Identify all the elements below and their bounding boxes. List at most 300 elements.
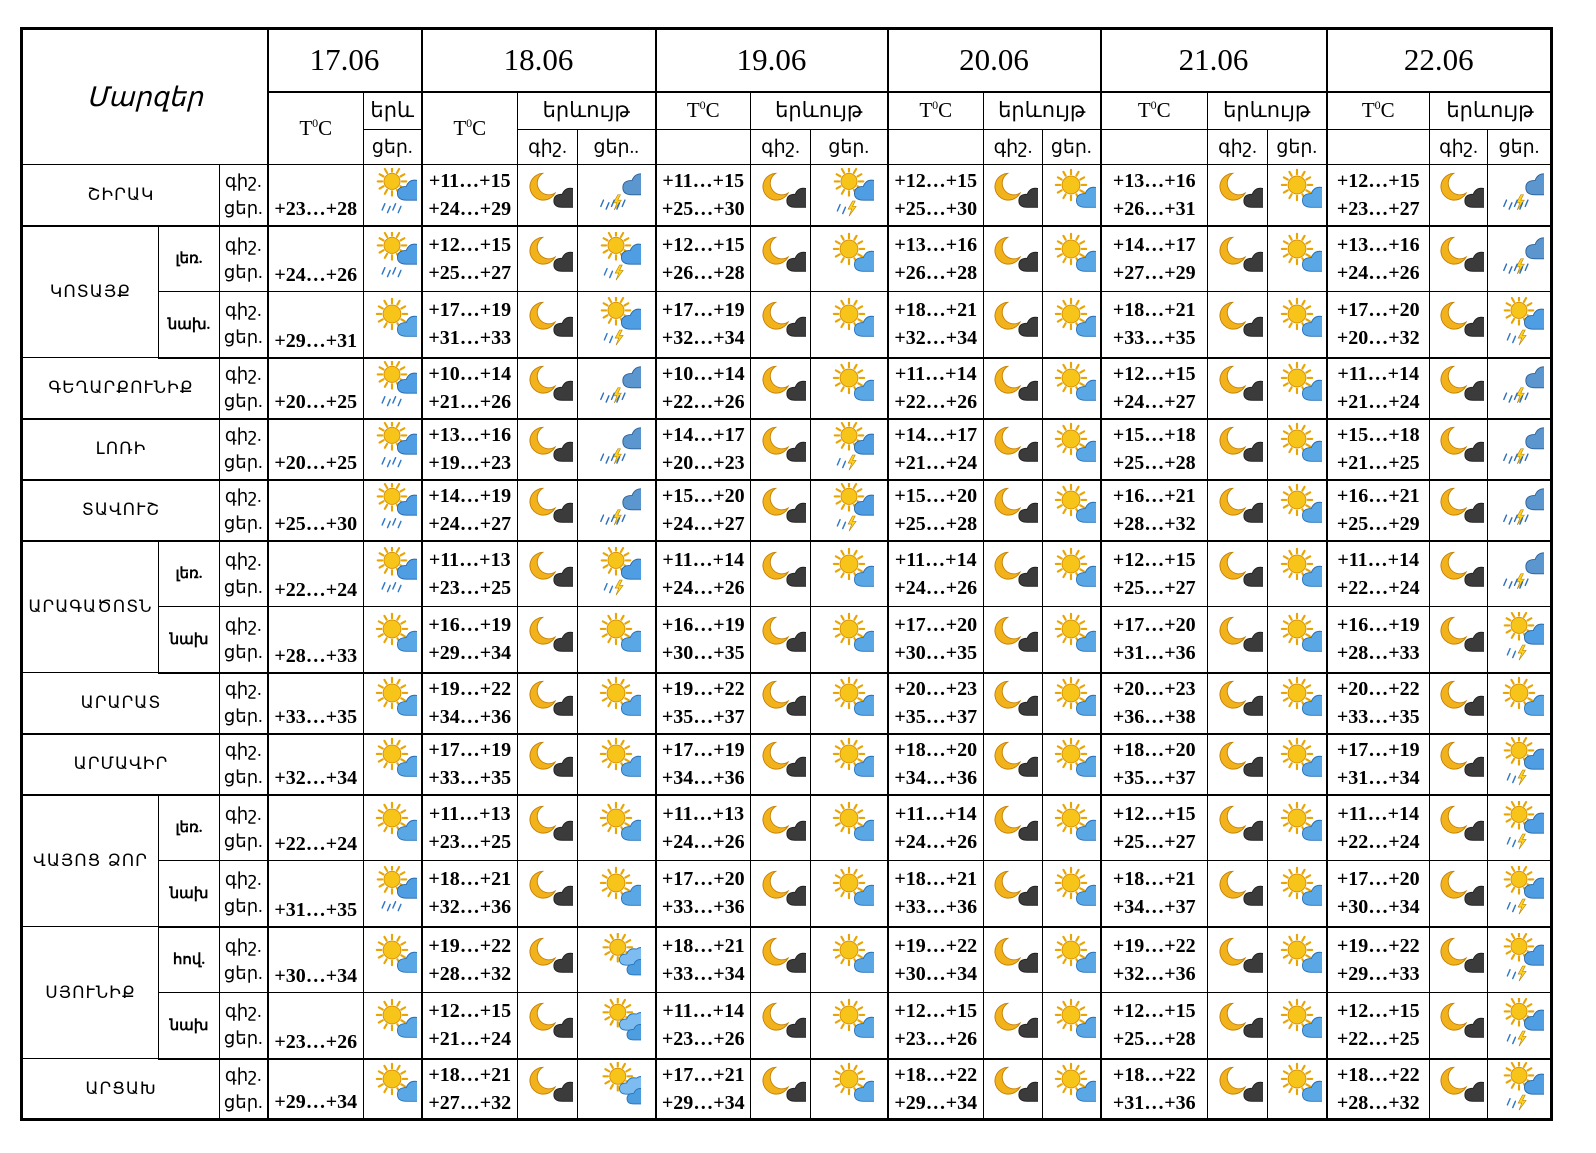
sun-cloud-icon — [1494, 676, 1544, 726]
icon-cell — [1488, 993, 1552, 1059]
day-temp: +27…+29 — [1112, 261, 1196, 284]
icon-cell — [1208, 861, 1268, 927]
icon-cell — [364, 541, 422, 607]
temp-cell — [422, 358, 518, 419]
sun-cloud-icon — [1046, 547, 1096, 597]
sun-cloud-icon — [824, 612, 874, 662]
moon-cloud-icon — [756, 483, 806, 533]
day-header: ցեր. — [1268, 130, 1327, 165]
time-of-day-cell — [220, 358, 268, 419]
icon-cell — [1043, 541, 1101, 607]
thunderstorm-rain-icon — [591, 422, 641, 472]
sun-cloud-icon — [1046, 422, 1096, 472]
day-label: ցեր. — [223, 962, 263, 983]
regions-header: Մարզեր — [22, 29, 268, 165]
night-label: գիշ. — [224, 679, 262, 699]
day-label: ցեր. — [223, 261, 263, 282]
day-label: ցեր. — [223, 327, 263, 348]
temp-cell — [1327, 419, 1430, 480]
sun-cloud-icon — [591, 866, 641, 916]
empty-header-cell — [888, 130, 984, 165]
sun-cloud-thunder-icon — [824, 483, 874, 533]
day-label: ցեր. — [223, 706, 263, 726]
region-name: ԱՐՑԱԽ — [22, 1059, 220, 1120]
table-row — [22, 927, 1552, 993]
day-temp: +34…+36 — [661, 767, 745, 789]
temp-cell: +28…+33 — [268, 607, 364, 673]
region-name: ՍՅՈՒՆԻՔ — [22, 927, 159, 1059]
icon-cell — [1043, 993, 1101, 1059]
night-temp: +17…+20 — [1112, 614, 1196, 637]
sun-cloud-icon — [591, 801, 641, 851]
temp-cell — [1101, 927, 1208, 993]
sun-cloud-thunder-icon — [591, 547, 641, 597]
sun-cloud-icon — [1046, 933, 1096, 983]
temp-cell — [1327, 607, 1430, 673]
icon-cell — [364, 607, 422, 673]
sun-cloud-rain-icon — [367, 168, 417, 218]
phenomenon-header: երևույթ — [1208, 92, 1327, 130]
moon-cloud-icon — [988, 998, 1038, 1048]
icon-cell — [984, 419, 1043, 480]
temp-cell — [888, 607, 984, 673]
icon-cell — [1488, 1059, 1552, 1120]
icon-cell — [1208, 419, 1268, 480]
moon-cloud-icon — [523, 361, 573, 411]
moon-cloud-icon — [523, 483, 573, 533]
sun-cloud-icon — [824, 801, 874, 851]
sun-cloud-icon — [1272, 297, 1322, 347]
icon-cell — [984, 673, 1043, 734]
sun-cloud-thunder-icon — [591, 232, 641, 282]
moon-cloud-icon — [1434, 801, 1484, 851]
temp-cell — [1101, 358, 1208, 419]
phenomenon-header: երևույթ — [518, 92, 656, 130]
icon-cell — [984, 292, 1043, 358]
night-temp: +12…+15 — [1336, 1000, 1420, 1023]
sun-cloud-icon — [367, 933, 417, 983]
night-temp: +16…+21 — [1336, 485, 1420, 507]
moon-cloud-icon — [523, 998, 573, 1048]
night-temp: +17…+19 — [1336, 739, 1420, 761]
temp-cell — [1327, 480, 1430, 541]
moon-cloud-icon — [988, 933, 1038, 983]
icon-cell — [1208, 1059, 1268, 1120]
time-of-day-cell — [220, 607, 268, 673]
moon-cloud-icon — [1434, 866, 1484, 916]
icon-cell — [1043, 734, 1101, 795]
night-temp: +20…+22 — [1336, 678, 1420, 700]
night-temp: +12…+15 — [1112, 1000, 1196, 1023]
sun-cloud-icon — [824, 998, 874, 1048]
icon-cell — [1043, 165, 1101, 226]
night-temp: +15…+20 — [894, 485, 978, 507]
temp-cell: +30…+34 — [268, 927, 364, 993]
empty-header-cell — [1327, 130, 1430, 165]
temp-cell: +32…+34 — [268, 734, 364, 795]
icon-cell — [751, 795, 811, 861]
icon-cell — [751, 292, 811, 358]
sun-cloud-icon — [1272, 866, 1322, 916]
time-of-day-cell — [220, 861, 268, 927]
icon-cell — [1043, 795, 1101, 861]
day-temp: +25…+30 — [894, 197, 978, 220]
icon-cell — [518, 358, 578, 419]
temp-column-header: $T^0C$ — [1101, 92, 1208, 130]
day-temp: +25…+27 — [1112, 576, 1196, 599]
temp-column-header: $T^0C$ — [1327, 92, 1430, 130]
night-header: գիշ. — [751, 130, 811, 165]
phenomenon-header: երևույթ — [984, 92, 1101, 130]
icon-cell — [578, 165, 656, 226]
icon-cell — [518, 1059, 578, 1120]
icon-cell — [811, 419, 888, 480]
day-label: ցեր. — [223, 1091, 263, 1112]
temp-column-header: $T^0C$ — [422, 92, 518, 165]
day-temp: +35…+37 — [661, 706, 745, 728]
night-temp: +11…+14 — [1337, 548, 1420, 571]
temp-cell — [422, 993, 518, 1059]
icon-cell — [578, 673, 656, 734]
night-temp: +11…+14 — [894, 802, 977, 825]
sun-cloud-icon — [1272, 612, 1322, 662]
date-header: 20.06 — [888, 29, 1101, 92]
day-label: ցեր. — [223, 513, 263, 533]
temp-cell — [422, 165, 518, 226]
icon-cell — [1430, 358, 1488, 419]
day-temp: +24…+29 — [428, 197, 512, 220]
night-label: գիշ. — [224, 364, 262, 384]
day-label: ցեր. — [223, 830, 263, 851]
day-temp: +21…+25 — [1336, 452, 1420, 474]
icon-cell — [1043, 226, 1101, 292]
sun-cloud-icon — [1046, 1062, 1096, 1112]
temp-cell — [422, 419, 518, 480]
temp-cell: +23…+28 — [268, 165, 364, 226]
icon-cell — [1430, 927, 1488, 993]
night-temp: +14…+17 — [894, 424, 978, 446]
sun-cloud-rain-icon — [367, 232, 417, 282]
region-name: ԼՈՌԻ — [22, 419, 220, 480]
forecast-table — [20, 27, 1553, 1121]
icon-cell — [578, 292, 656, 358]
temp-cell — [422, 927, 518, 993]
night-label: գիշ. — [224, 234, 262, 255]
moon-cloud-icon — [1213, 547, 1263, 597]
moon-cloud-icon — [756, 1062, 806, 1112]
time-of-day-cell — [220, 1059, 268, 1120]
icon-cell — [1488, 607, 1552, 673]
moon-cloud-icon — [1434, 612, 1484, 662]
icon-cell — [1208, 541, 1268, 607]
moon-cloud-icon — [1213, 232, 1263, 282]
icon-cell — [578, 927, 656, 993]
sun-cloud-icon — [824, 866, 874, 916]
icon-cell — [1488, 673, 1552, 734]
moon-cloud-icon — [523, 1062, 573, 1112]
icon-cell — [811, 673, 888, 734]
temp-cell: +24…+26 — [268, 226, 364, 292]
icon-cell — [984, 927, 1043, 993]
night-temp: +12…+15 — [1112, 363, 1196, 385]
sun-cloud-thunder-icon — [1494, 737, 1544, 787]
icon-cell — [518, 795, 578, 861]
sun-cloud-icon — [1046, 483, 1096, 533]
night-temp: +20…+23 — [1112, 678, 1196, 700]
sun-cloud-icon — [1046, 801, 1096, 851]
icon-cell — [1488, 419, 1552, 480]
icon-cell — [1268, 541, 1327, 607]
night-temp: +17…+20 — [1336, 868, 1420, 891]
icon-cell — [518, 226, 578, 292]
temp-cell — [656, 419, 751, 480]
icon-cell — [984, 226, 1043, 292]
moon-cloud-icon — [523, 933, 573, 983]
day-label: ցեր. — [223, 896, 263, 917]
subregion-label: լեռ. — [159, 226, 220, 292]
sun-cloud-rain-icon — [367, 547, 417, 597]
time-of-day-cell — [220, 165, 268, 226]
icon-cell — [1430, 541, 1488, 607]
day-temp: +33…+35 — [428, 767, 512, 789]
moon-cloud-icon — [1213, 676, 1263, 726]
sun-cloud-icon — [367, 801, 417, 851]
night-temp: +12…+15 — [1336, 169, 1420, 192]
day-temp: +30…+34 — [894, 962, 978, 985]
table-row — [22, 993, 1552, 1059]
day-temp: +31…+33 — [428, 327, 512, 350]
night-label: գիշ. — [224, 486, 262, 506]
night-temp: +11…+14 — [662, 1000, 745, 1023]
temp-cell — [888, 1059, 984, 1120]
icon-cell — [984, 861, 1043, 927]
temp-cell: +29…+34 — [268, 1059, 364, 1120]
icon-cell — [1208, 795, 1268, 861]
icon-cell — [811, 358, 888, 419]
temp-cell — [1327, 795, 1430, 861]
moon-cloud-icon — [988, 676, 1038, 726]
temp-cell — [1327, 358, 1430, 419]
temp-cell — [422, 226, 518, 292]
thunderstorm-rain-icon — [1494, 483, 1544, 533]
icon-cell — [1268, 673, 1327, 734]
day-temp: +21…+26 — [428, 391, 512, 413]
night-temp: +17…+20 — [894, 614, 978, 637]
icon-cell — [1488, 861, 1552, 927]
region-name: ՇԻՐԱԿ — [22, 165, 220, 226]
day-temp: +30…+35 — [661, 642, 745, 665]
sun-clouds-icon — [591, 933, 641, 983]
temp-cell — [1101, 541, 1208, 607]
table-row — [22, 1059, 1552, 1120]
night-temp: +18…+22 — [1336, 1063, 1420, 1086]
moon-cloud-icon — [523, 801, 573, 851]
night-temp: +10…+14 — [661, 363, 745, 385]
sun-cloud-icon — [1046, 361, 1096, 411]
sun-cloud-icon — [1272, 933, 1322, 983]
night-temp: +11…+14 — [894, 548, 977, 571]
icon-cell — [984, 480, 1043, 541]
moon-cloud-icon — [1434, 1062, 1484, 1112]
icon-cell — [578, 734, 656, 795]
moon-cloud-icon — [756, 547, 806, 597]
table-row — [22, 358, 1552, 419]
icon-cell — [751, 541, 811, 607]
sun-cloud-icon — [1046, 612, 1096, 662]
day-header: ցեր. — [1488, 130, 1552, 165]
icon-cell — [984, 607, 1043, 673]
day-temp: +26…+31 — [1112, 197, 1196, 220]
moon-cloud-icon — [1434, 676, 1484, 726]
icon-cell — [1488, 165, 1552, 226]
icon-cell — [578, 226, 656, 292]
temp-cell — [422, 292, 518, 358]
temp-cell: +22…+24 — [268, 795, 364, 861]
date-header: 18.06 — [422, 29, 656, 92]
day-temp: +21…+24 — [1336, 391, 1420, 413]
day-header: ցեր. — [1043, 130, 1101, 165]
temp-cell — [1327, 993, 1430, 1059]
temp-cell — [422, 541, 518, 607]
night-temp: +12…+15 — [1112, 802, 1196, 825]
icon-cell — [811, 541, 888, 607]
sun-cloud-icon — [1046, 737, 1096, 787]
moon-cloud-icon — [988, 547, 1038, 597]
night-temp: +19…+22 — [894, 934, 978, 957]
table-row — [22, 226, 1552, 292]
time-of-day-cell — [220, 226, 268, 292]
temp-cell — [1327, 226, 1430, 292]
icon-cell — [1043, 1059, 1101, 1120]
temp-cell — [888, 927, 984, 993]
icon-cell — [1430, 673, 1488, 734]
day-temp: +25…+28 — [1112, 452, 1196, 474]
temp-cell: +23…+26 — [268, 993, 364, 1059]
icon-cell — [811, 1059, 888, 1120]
date-header: 17.06 — [268, 29, 422, 92]
icon-cell — [751, 165, 811, 226]
day-temp: +22…+26 — [661, 391, 745, 413]
phenomenon-header: երև — [364, 92, 422, 130]
day-temp: +32…+34 — [661, 327, 745, 350]
night-temp: +11…+14 — [1337, 363, 1420, 385]
time-of-day-cell — [220, 673, 268, 734]
day-temp: +20…+23 — [661, 452, 745, 474]
moon-cloud-icon — [1213, 737, 1263, 787]
subregion-label: նախ — [159, 861, 220, 927]
night-temp: +18…+21 — [894, 299, 978, 322]
icon-cell — [984, 358, 1043, 419]
icon-cell — [518, 541, 578, 607]
sun-clouds-icon — [591, 998, 641, 1048]
table-row — [22, 734, 1552, 795]
day-temp: +34…+37 — [1112, 896, 1196, 919]
icon-cell — [1043, 861, 1101, 927]
night-temp: +18…+20 — [894, 739, 978, 761]
subregion-label: նախ. — [159, 292, 220, 358]
icon-cell — [1208, 734, 1268, 795]
icon-cell — [518, 292, 578, 358]
sun-cloud-icon — [1272, 676, 1322, 726]
icon-cell — [1043, 927, 1101, 993]
temp-cell — [888, 734, 984, 795]
temp-column-header: $T^0C$ — [888, 92, 984, 130]
temp-cell: +25…+30 — [268, 480, 364, 541]
night-temp: +11…+13 — [662, 802, 745, 825]
day-temp: +19…+23 — [428, 452, 512, 474]
icon-cell — [811, 795, 888, 861]
temp-cell — [656, 673, 751, 734]
icon-cell — [1430, 861, 1488, 927]
temp-cell — [1327, 541, 1430, 607]
phenomenon-header: երևույթ — [751, 92, 888, 130]
moon-cloud-icon — [988, 361, 1038, 411]
moon-cloud-icon — [1434, 168, 1484, 218]
day-temp: +22…+24 — [1336, 576, 1420, 599]
night-temp: +13…+16 — [1336, 233, 1420, 256]
date-header: 19.06 — [656, 29, 888, 92]
night-temp: +18…+20 — [1112, 739, 1196, 761]
night-temp: +16…+19 — [1336, 614, 1420, 637]
temp-cell — [1327, 165, 1430, 226]
icon-cell — [751, 358, 811, 419]
day-temp: +29…+34 — [428, 642, 512, 665]
icon-cell — [751, 1059, 811, 1120]
moon-cloud-icon — [1434, 422, 1484, 472]
sun-cloud-icon — [824, 676, 874, 726]
temp-cell — [1327, 673, 1430, 734]
night-temp: +11…+14 — [894, 363, 977, 385]
icon-cell — [1043, 607, 1101, 673]
moon-cloud-icon — [1213, 1062, 1263, 1112]
day-temp: +25…+28 — [1112, 1028, 1196, 1051]
icon-cell — [364, 292, 422, 358]
day-temp: +33…+35 — [1336, 706, 1420, 728]
sun-cloud-thunder-icon — [1494, 933, 1544, 983]
night-temp: +18…+21 — [1112, 299, 1196, 322]
day-header: ցեր. — [811, 130, 888, 165]
moon-cloud-icon — [988, 297, 1038, 347]
icon-cell — [1488, 927, 1552, 993]
temp-cell — [656, 795, 751, 861]
day-label: ցեր. — [223, 1028, 263, 1049]
icon-cell — [811, 993, 888, 1059]
moon-cloud-icon — [1213, 866, 1263, 916]
day-temp: +22…+24 — [1336, 830, 1420, 853]
sun-cloud-icon — [824, 547, 874, 597]
icon-cell — [1430, 480, 1488, 541]
night-temp: +16…+19 — [661, 614, 745, 637]
subregion-label: լեռ. — [159, 795, 220, 861]
temp-cell — [1327, 927, 1430, 993]
day-temp: +34…+36 — [894, 767, 978, 789]
day-temp: +32…+36 — [428, 896, 512, 919]
region-name: ԿՈՏԱՅՔ — [22, 226, 159, 358]
icon-cell — [1430, 795, 1488, 861]
night-temp: +17…+20 — [661, 868, 745, 891]
sun-cloud-icon — [1272, 422, 1322, 472]
icon-cell — [578, 480, 656, 541]
moon-cloud-icon — [756, 933, 806, 983]
icon-cell — [1268, 165, 1327, 226]
day-temp: +20…+32 — [1336, 327, 1420, 350]
temp-cell — [1101, 734, 1208, 795]
day-temp: +27…+32 — [428, 1091, 512, 1114]
moon-cloud-icon — [756, 612, 806, 662]
night-temp: +11…+13 — [428, 548, 511, 571]
night-temp: +17…+21 — [661, 1063, 745, 1086]
icon-cell — [1488, 541, 1552, 607]
